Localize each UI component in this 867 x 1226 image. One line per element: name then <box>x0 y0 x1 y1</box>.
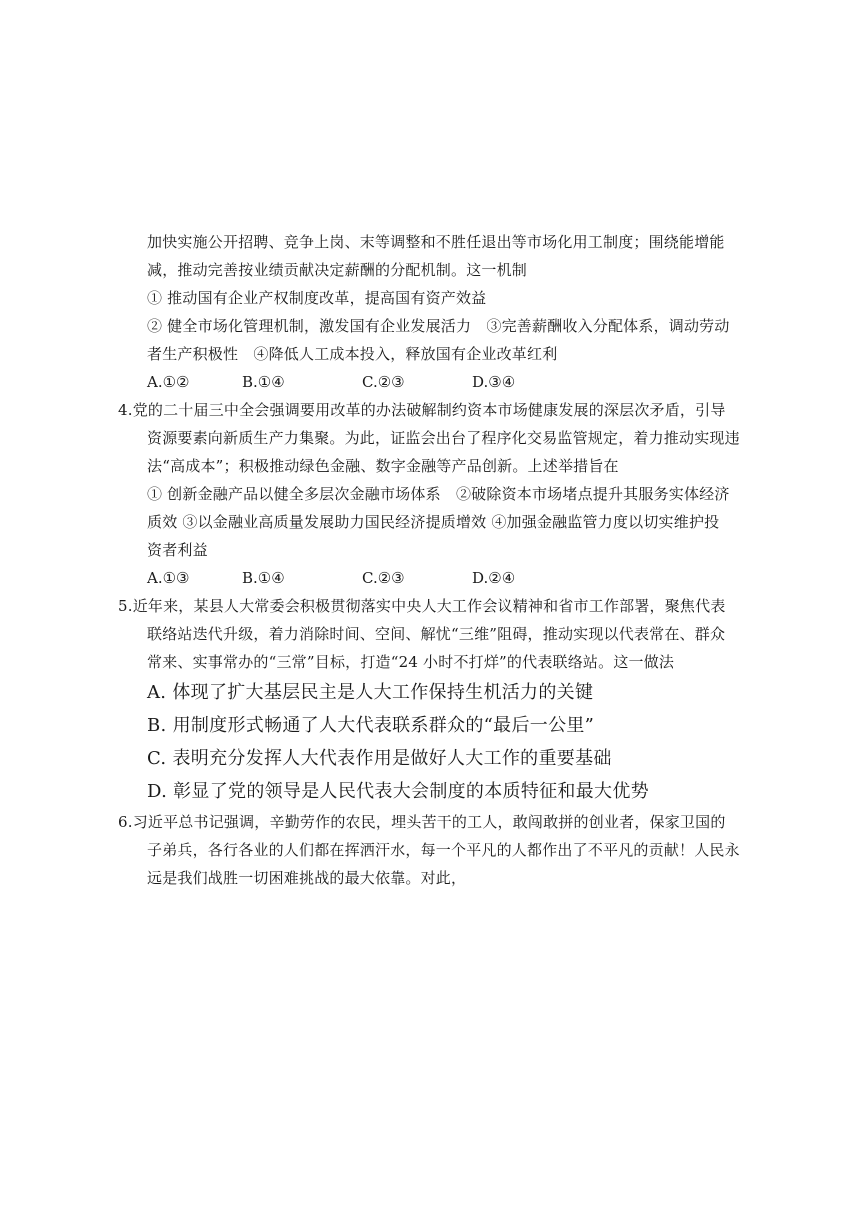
question-6 <box>118 808 773 892</box>
question-6-stem-line-2: 子弟兵，各行各业的人们都在挥洒汗水，每一个平凡的人都作出了不平凡的贡献！人民永 <box>147 841 740 859</box>
question-3-statement-1: ① 推动国有企业产权制度改革，提高国有资产效益 <box>147 289 487 307</box>
question-5-stem-line-3: 常来、实事常办的“三常”目标，打造“24 小时不打烊”的代表联络站。这一做法 <box>147 653 675 671</box>
question-3-stem-line-2: 减，推动完善按业绩贡献决定薪酬的分配机制。这一机制 <box>147 261 528 279</box>
question-5 <box>118 592 773 808</box>
question-4-option-d[interactable]: D.②④ <box>472 569 516 587</box>
question-4 <box>118 396 773 592</box>
page-content <box>118 228 773 892</box>
question-4-stem-line-1: 4.党的二十届三中全会强调要用改革的办法破解制约资本市场健康发展的深层次矛盾，引导 <box>118 401 726 419</box>
question-4-stem-line-3: 法“高成本”；积极推动绿色金融、数字金融等产品创新。上述举措旨在 <box>147 457 619 475</box>
question-6-stem-line-3: 远是我们战胜一切困难挑战的最大依靠。对此， <box>147 869 467 887</box>
question-4-option-c[interactable]: C.②③ <box>362 569 405 587</box>
question-5-stem-line-2: 联络站迭代升级，着力消除时间、空间、解忧“三维”阻碍，推动实现以代表常在、群众 <box>147 625 726 643</box>
question-3-option-d[interactable]: D.③④ <box>472 373 516 391</box>
question-4-option-a[interactable]: A.①③ <box>147 569 190 587</box>
question-4-statement-2: 质效 ③以金融业高质量发展助力国民经济提质增效 ④加强金融监管力度以切实维护投 <box>147 513 720 531</box>
question-5-option-a[interactable]: A. 体现了扩大基层民主是人大工作保持生机活力的关键 <box>147 682 594 703</box>
question-4-statement-3: 资者利益 <box>147 541 208 559</box>
question-3-option-a[interactable]: A.①② <box>147 373 190 391</box>
question-5-stem-line-1: 5.近年来，某县人大常委会积极贯彻落实中央人大工作会议精神和省市工作部署，聚焦代表 <box>118 597 726 615</box>
question-5-option-d[interactable]: D. 彰显了党的领导是人民代表大会制度的本质特征和最大优势 <box>147 781 649 802</box>
question-6-stem-line-1: 6.习近平总书记强调，辛勤劳作的农民，埋头苦干的工人，敢闯敢拼的创业者，保家卫国的 <box>118 813 726 831</box>
question-4-statement-1: ① 创新金融产品以健全多层次金融市场体系 ②破除资本市场堵点提升其服务实体经济 <box>147 485 730 503</box>
question-4-options <box>118 564 773 592</box>
question-3-option-b[interactable]: B.①④ <box>242 373 285 391</box>
question-3-option-c[interactable]: C.②③ <box>362 373 405 391</box>
question-3-statement-3: 者生产积极性 ④降低人工成本投入，释放国有企业改革红利 <box>147 345 558 363</box>
question-4-stem-line-2: 资源要素向新质生产力集聚。为此，证监会出台了程序化交易监管规定，着力推动实现违 <box>147 429 740 447</box>
question-3-stem-line-1: 加快实施公开招聘、竞争上岗、末等调整和不胜任退出等市场化用工制度；围绕能增能 <box>147 233 725 251</box>
question-5-option-b[interactable]: B. 用制度形式畅通了人大代表联系群众的“最后一公里” <box>147 715 595 736</box>
question-3-statement-2: ② 健全市场化管理机制，激发国有企业发展活力 ③完善薪酬收入分配体系，调动劳动 <box>147 317 730 335</box>
question-4-option-b[interactable]: B.①④ <box>242 569 285 587</box>
question-5-option-c[interactable]: C. 表明充分发挥人大代表作用是做好人大工作的重要基础 <box>147 748 612 769</box>
question-3 <box>118 228 773 396</box>
question-3-options <box>118 368 773 396</box>
